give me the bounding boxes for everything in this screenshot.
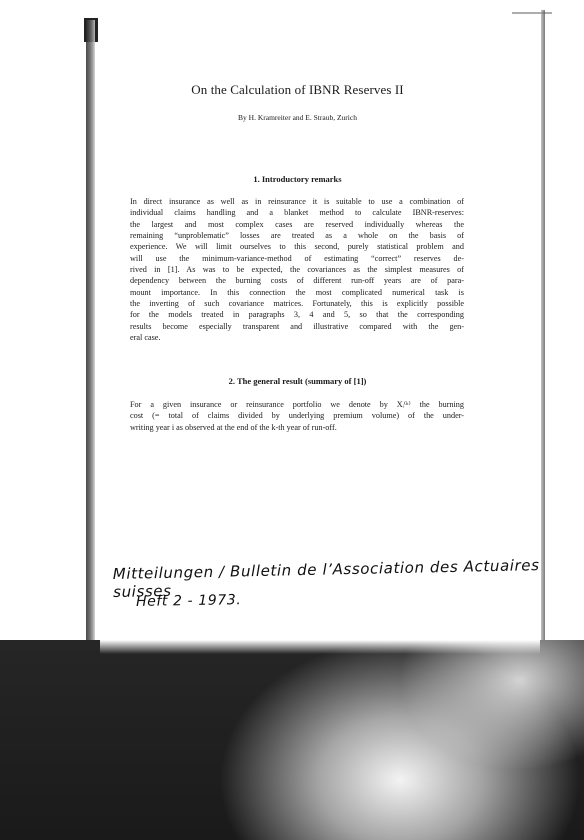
handwritten-note-journal: Mitteilungen / Bulletin de l’Association des Actuaires suisses — [112, 556, 540, 601]
text-line: the largest and most complex cases are reserved individually whereas the — [130, 219, 464, 229]
text-line: mount importance. In this connection the most complicated numerical task is — [130, 287, 464, 297]
scan-page-bottom-edge — [100, 640, 540, 654]
section-2-paragraph — [130, 399, 464, 433]
scan-right-edge — [541, 10, 545, 650]
text-line: individual claims handling and a blanket method to calculate IBNR-reserves: — [130, 208, 464, 218]
text-line: rived in [1]. As was to be expected, the covariances as the simplest measures of — [130, 265, 464, 275]
scan-edge-mark — [512, 12, 552, 24]
text-line: results become especially transparent and illustrative compared with the gen- — [130, 321, 464, 331]
text-line: For a given insurance or reinsurance portfolio we denote by Xᵢ⁽ᵏ⁾ the burning — [130, 400, 464, 409]
text-line: the inverting of such covariance matrices. Fortunately, this is explicitly possible — [130, 299, 464, 309]
text-line: eral case. — [130, 333, 161, 343]
section-heading-general-result: 2. The general result (summary of [1]) — [228, 376, 367, 386]
section-1-paragraph — [130, 196, 464, 343]
text-line: will use the minimum-variance-method of estimating “correct” reserves de- — [130, 253, 464, 263]
section-heading-introductory-remarks: 1. Introductory remarks — [253, 174, 342, 184]
paper-authors: By H. Kramreiter and E. Straub, Zurich — [238, 113, 357, 122]
scan-binding-shadow — [86, 20, 95, 660]
text-line: remaining “unproblematic” losses are treated as a whole on the basis of — [130, 231, 464, 241]
text-line: In direct insurance as well as in reinsurance it is suitable to use a combination of — [130, 197, 464, 206]
text-line: experience. We will limit ourselves to this second, purely statistical problem and — [130, 242, 464, 252]
text-line: cost (= total of claims divided by underlying premium volume) of the under- — [130, 411, 464, 421]
paper-title: On the Calculation of IBNR Reserves II — [191, 82, 404, 97]
text-line: for the models treated in paragraphs 3, 4 and 5, so that the corresponding — [130, 310, 464, 320]
text-line: writing year i as observed at the end of the k-th year of run-off. — [130, 422, 337, 432]
handwritten-note-issue: Heft 2 - 1973. — [135, 592, 242, 610]
scan-dark-region — [0, 640, 584, 840]
text-line: dependency between the burning costs of different run-off years are of para- — [130, 276, 464, 286]
